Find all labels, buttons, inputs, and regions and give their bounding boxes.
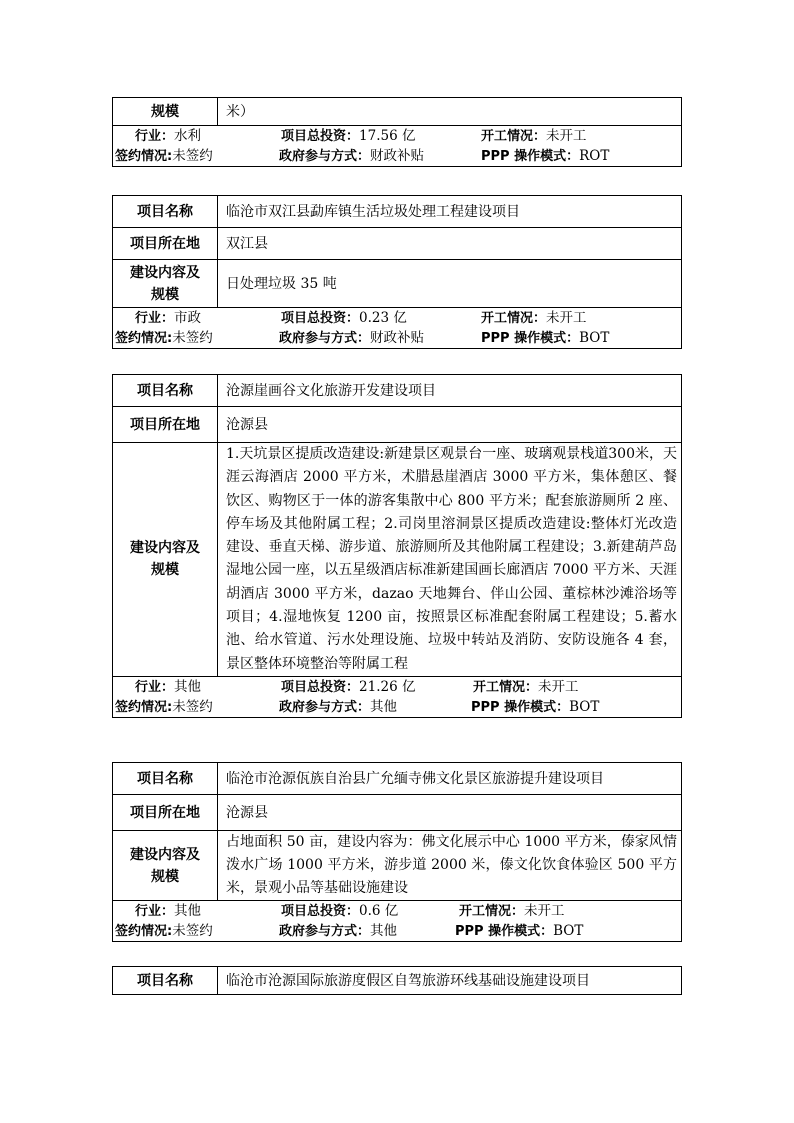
start-status-label: 开工情况： (459, 904, 525, 919)
gov-participation-label: 政府参与方式： (279, 699, 371, 715)
location-label: 项目所在地 (113, 407, 218, 443)
signing-value: 未签约 (172, 923, 213, 939)
project-name-label: 项目名称 (113, 196, 218, 228)
location-label: 项目所在地 (113, 795, 218, 831)
ppp-mode-label: PPP 操作模式： (455, 924, 554, 939)
content-label: 建设内容及 规模 (113, 260, 218, 308)
start-status-value: 未开工 (538, 678, 579, 695)
signing-value: 未签约 (172, 698, 213, 715)
signing-label: 签约情况: (115, 149, 173, 164)
gov-participation-label: 政府参与方式： (279, 149, 371, 164)
investment-label: 项目总投资： (281, 904, 360, 919)
gov-participation-value: 财政补贴 (370, 330, 425, 346)
project-name: 沧源崖画谷文化旅游开发建设项目 (218, 375, 682, 407)
content-label: 建设内容及 规模 (113, 831, 218, 901)
signing-label: 签约情况: (115, 331, 173, 346)
ppp-mode-label: PPP 操作模式： (481, 149, 580, 164)
start-status-label: 开工情况： (481, 129, 547, 144)
industry-value: 市政 (174, 310, 202, 326)
industry-label: 行业： (135, 129, 175, 144)
construction-content: 占地面积 50 亩，建设内容为：佛文化展示中心 1000 平方米，傣家风情泼水广场 1000 平方米，游步道 2000 米，傣文化饮食体验区 500 平方米，景观小品等基础设施建设 (218, 831, 682, 901)
ppp-mode-label: PPP 操作模式： (481, 331, 580, 346)
industry-label: 行业： (135, 679, 175, 695)
content-label: 建设内容及 规模 (113, 443, 218, 677)
ppp-mode-value: ROT (579, 148, 610, 164)
construction-content: 米） (218, 98, 682, 126)
construction-content: 1.天坑景区提质改造建设:新建景区观景台一座、玻璃观景栈道300米，天涯云海酒店 2000 平方米，术腊悬崖酒店 3000 平方米，集体憩区、餐饮区、购物区于一体的游客集散中心 800 平方米；配套旅游厕所 2 座、停车场及其他附属工程；2.司岗里溶洞景区提质改造建设:整体灯光改造建设、垂直天梯、游步道、旅游厕所及其他附属工程建设；3.新建葫芦岛湿地公园一座，以五星级酒店标准新建国画长廊酒店 7000 平方米、天涯胡酒店 3000 平方米，dazao 天地舞台、伴山公园、董棕林沙滩浴场等项目；4.湿地恢复 1200 亩，按照景区标准配套附属工程建设；5.蓄水池、给水管道、污水处理设施、垃圾中转站及消防、安防设施各 4 套，景区整体环境整治等附属工程 (218, 443, 682, 677)
gov-participation-value: 其他 (370, 698, 398, 715)
investment-label: 项目总投资： (281, 129, 360, 144)
project-name: 临沧市沧源国际旅游度假区自驾旅游环线基础设施建设项目 (218, 967, 682, 995)
project-name: 临沧市沧源佤族自治县广允缅寺佛文化景区旅游提升建设项目 (218, 763, 682, 795)
industry-label: 行业： (135, 904, 175, 919)
industry-value: 水利 (174, 128, 202, 144)
construction-content: 日处理垃圾 35 吨 (218, 260, 682, 308)
project-table (112, 195, 682, 349)
gov-participation-value: 财政补贴 (370, 148, 425, 164)
gov-participation-label: 政府参与方式： (279, 924, 371, 939)
location-value: 沧源县 (218, 407, 682, 443)
scale-label: 规模 (113, 98, 218, 126)
project-name-label: 项目名称 (113, 763, 218, 795)
investment-label: 项目总投资： (281, 679, 360, 695)
industry-value: 其他 (174, 678, 202, 695)
location-label: 项目所在地 (113, 228, 218, 260)
signing-value: 未签约 (172, 330, 213, 346)
location-value: 沧源县 (218, 795, 682, 831)
project-meta (113, 676, 682, 717)
start-status-label: 开工情况： (481, 311, 547, 326)
investment-label: 项目总投资： (281, 311, 360, 326)
signing-value: 未签约 (172, 148, 213, 164)
project-name-label: 项目名称 (113, 967, 218, 995)
location-value: 双江县 (218, 228, 682, 260)
signing-label: 签约情况: (115, 699, 173, 715)
project-name: 临沧市双江县勐库镇生活垃圾处理工程建设项目 (218, 196, 682, 228)
project-meta (113, 308, 682, 349)
industry-value: 其他 (174, 903, 202, 919)
investment-value: 0.23 亿 (359, 310, 407, 326)
gov-participation-value: 其他 (370, 923, 398, 939)
gov-participation-label: 政府参与方式： (279, 331, 371, 346)
investment-value: 21.26 亿 (359, 678, 416, 695)
industry-label: 行业： (135, 311, 175, 326)
start-status-value: 未开工 (546, 128, 587, 144)
project-table (112, 966, 682, 995)
project-table (112, 374, 682, 718)
start-status-label: 开工情况： (473, 679, 539, 695)
ppp-mode-value: BOT (579, 330, 610, 346)
ppp-mode-value: BOT (553, 923, 584, 939)
project-meta (113, 901, 682, 942)
start-status-value: 未开工 (546, 310, 587, 326)
investment-value: 17.56 亿 (359, 128, 416, 144)
project-table (112, 762, 682, 942)
ppp-mode-label: PPP 操作模式： (471, 699, 570, 715)
ppp-mode-value: BOT (569, 698, 600, 715)
investment-value: 0.6 亿 (359, 903, 399, 919)
signing-label: 签约情况: (115, 924, 173, 939)
project-table (112, 97, 682, 167)
project-name-label: 项目名称 (113, 375, 218, 407)
start-status-value: 未开工 (524, 903, 565, 919)
project-meta (113, 126, 682, 167)
